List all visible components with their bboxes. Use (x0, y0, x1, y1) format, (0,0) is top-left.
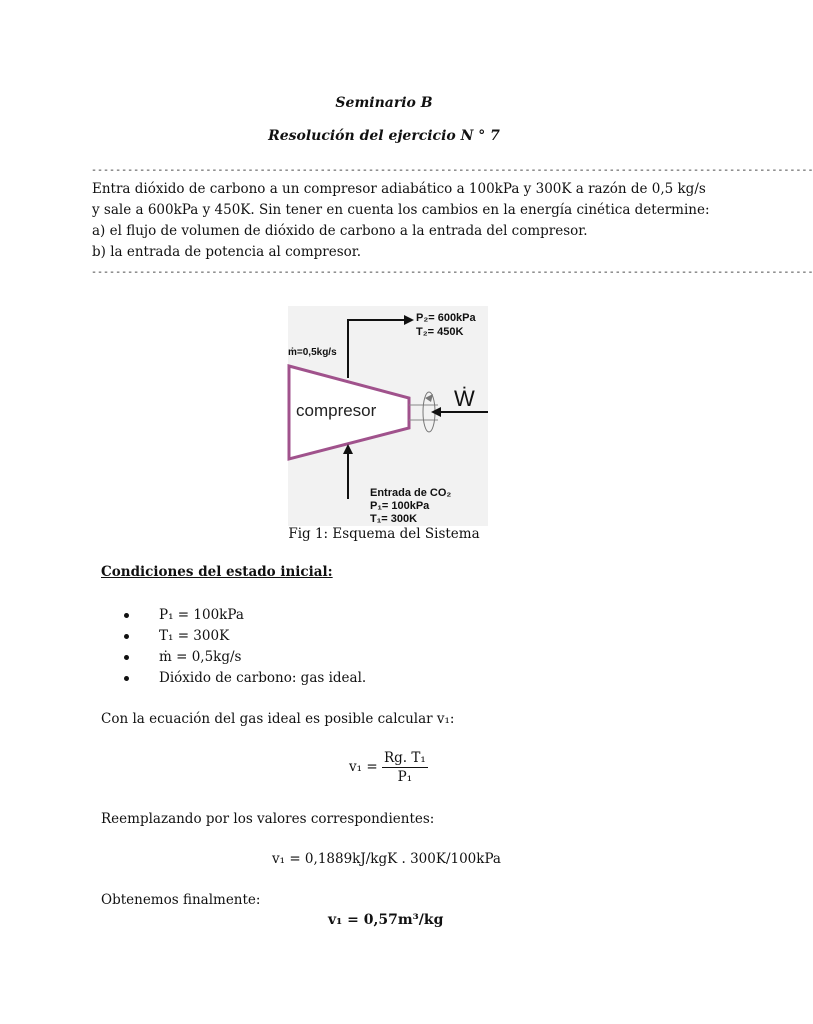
replace-text: Reemplazando por los valores correspondientes: (101, 811, 435, 827)
compressor-diagram (288, 306, 488, 526)
bullet-icon (124, 613, 129, 618)
compressor-label: compresor (296, 401, 377, 420)
list-item-text: Dióxido de carbono: gas ideal. (159, 670, 367, 686)
list-item (122, 605, 366, 626)
final-text: Obtenemos finalmente: (101, 892, 261, 908)
inlet-title-label: Entrada de CO₂ (370, 487, 452, 499)
initial-conditions-list (122, 605, 366, 689)
page-subtitle: Resolución del ejercicio N ° 7 (268, 128, 500, 144)
section-heading: Condiciones del estado inicial: (101, 564, 333, 580)
formula-fraction (382, 750, 428, 785)
bullet-icon (124, 655, 129, 660)
problem-line: b) la entrada de potencia al compresor. (92, 244, 362, 260)
formula-lhs: v₁ = (349, 759, 378, 775)
list-item (122, 647, 366, 668)
formula-denominator: P₁ (397, 769, 413, 785)
problem-statement (92, 179, 710, 263)
mass-flow-label: ṁ=0,5kg/s (288, 347, 337, 358)
formula-numerator: Rg. T₁ (383, 750, 426, 766)
bullet-icon (124, 676, 129, 681)
outlet-pressure-label: P₂= 600kPa (416, 312, 476, 324)
page-title: Seminario B (335, 95, 433, 111)
figure-caption: Fig 1: Esquema del Sistema (288, 526, 480, 542)
divider-top: ------------------------------------------------------------------------------------------------------------------------ (91, 165, 813, 176)
list-item-text: ṁ = 0,5kg/s (159, 649, 242, 665)
substitution-equation: v₁ = 0,1889kJ/kgK . 300K/100kPa (272, 851, 501, 867)
list-item (122, 626, 366, 647)
inlet-pressure-label: P₁= 100kPa (370, 500, 430, 512)
problem-line: Entra dióxido de carbono a un compresor adiabático a 100kPa y 300K a razón de 0,5 kg/s (92, 181, 706, 197)
work-label: Ẇ (454, 386, 475, 411)
outlet-temperature-label: T₂= 450K (416, 326, 464, 338)
problem-line: a) el flujo de volumen de dióxido de carbono a la entrada del compresor. (92, 223, 588, 239)
bullet-icon (124, 634, 129, 639)
final-result: v₁ = 0,57m³/kg (328, 912, 444, 928)
ideal-gas-intro: Con la ecuación del gas ideal es posible calcular v₁: (101, 711, 455, 727)
ideal-gas-formula (349, 750, 428, 785)
list-item-text: P₁ = 100kPa (159, 607, 244, 623)
list-item-text: T₁ = 300K (159, 628, 230, 644)
list-item (122, 668, 366, 689)
compressor-diagram-svg (288, 306, 488, 526)
problem-line: y sale a 600kPa y 450K. Sin tener en cuenta los cambios en la energía cinética determine: (92, 202, 710, 218)
divider-bottom: ------------------------------------------------------------------------------------------------------------------------ (91, 267, 813, 278)
inlet-temperature-label: T₁= 300K (370, 513, 418, 525)
